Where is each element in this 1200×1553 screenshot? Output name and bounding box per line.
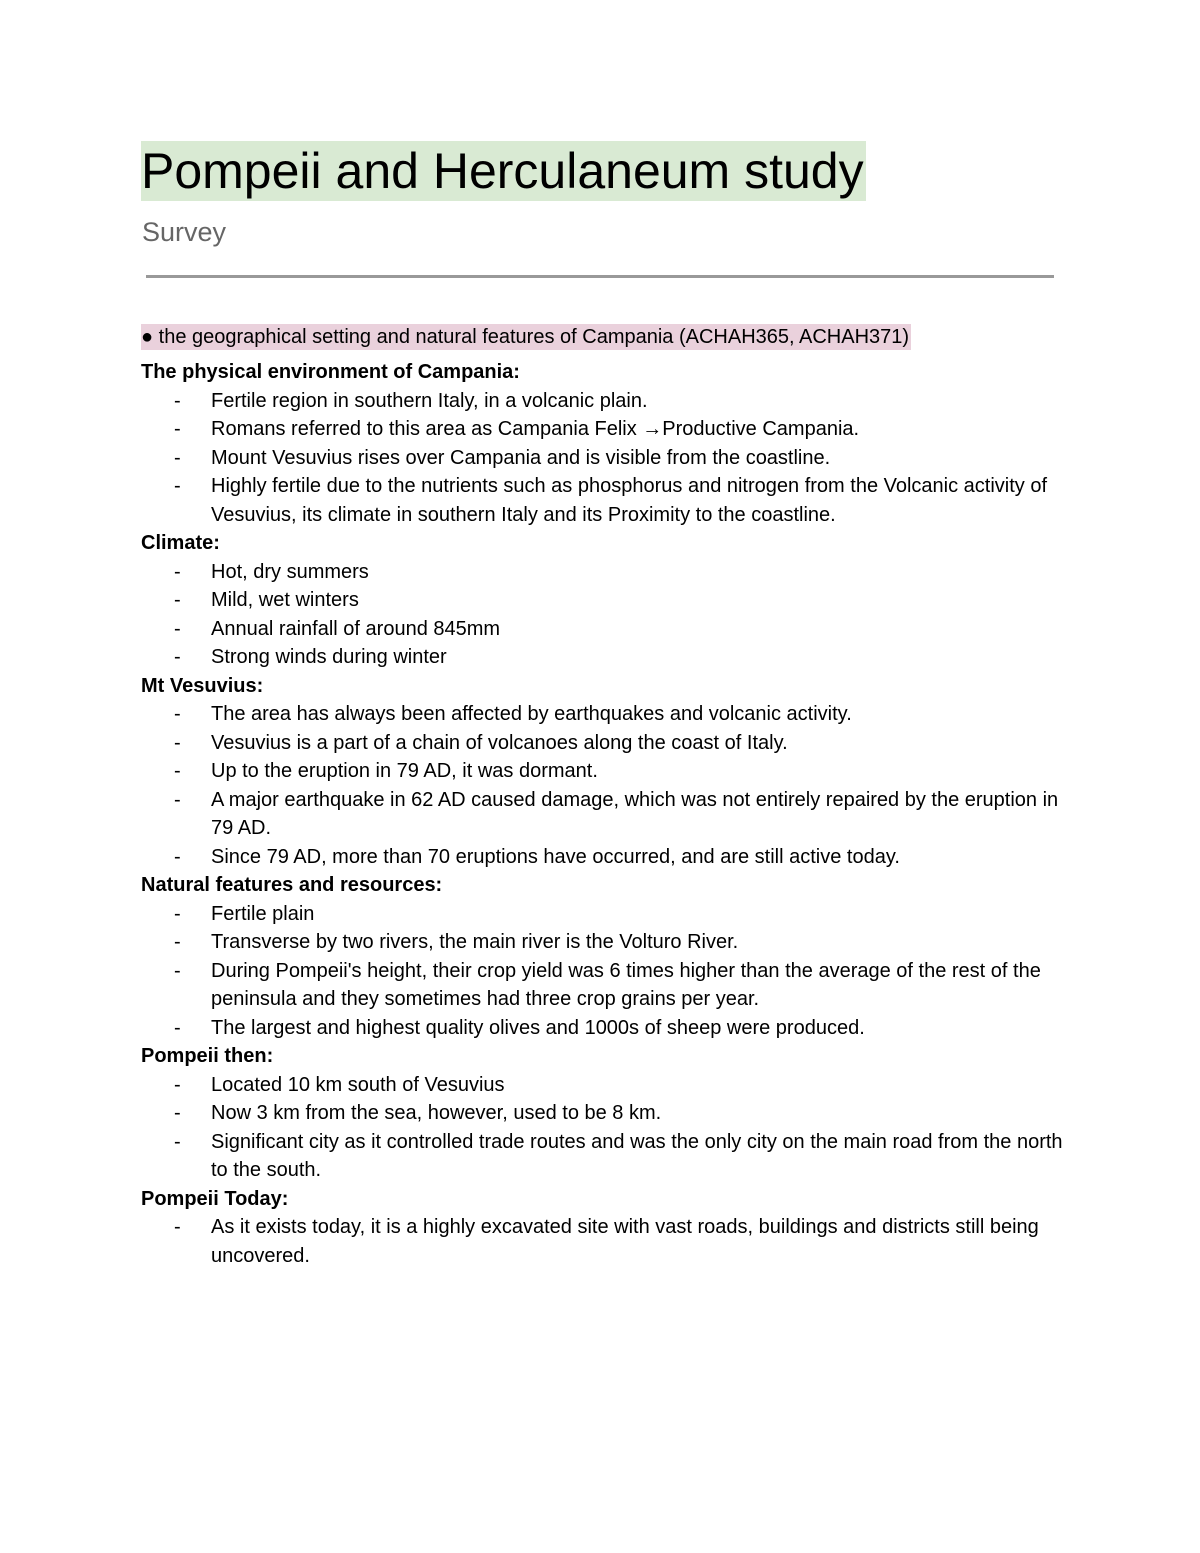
dash-bullet-marker: -: [174, 1016, 181, 1039]
section-heading: Climate:: [141, 532, 220, 554]
list-item-text: Vesuvius is a part of a chain of volcanoes along the coast of Italy.: [211, 731, 788, 754]
list-item-text: A major earthquake in 62 AD caused damage, which was not entirely repaired by the eruption in 79 AD.: [211, 788, 1059, 839]
list-item-text: Now 3 km from the sea, however, used to be 8 km.: [211, 1102, 662, 1124]
section-heading: Natural features and resources:: [141, 874, 443, 896]
list-item: [141, 700, 1071, 729]
syllabus-objective: ● the geographical setting and natural features of Campania (ACHAH365, ACHAH371): [141, 326, 910, 348]
dash-bullet-marker: -: [174, 1102, 181, 1124]
dash-bullet-marker: -: [174, 589, 181, 611]
notes-section: [141, 1185, 1071, 1271]
dash-bullet-marker: -: [174, 1130, 181, 1153]
list-item: [141, 558, 1071, 587]
notes-section: [141, 672, 1071, 872]
list-item: [141, 843, 1071, 872]
list-item-text: Significant city as it controlled trade routes and was the only city on the main road from the north to the south.: [211, 1130, 1063, 1181]
list-item-text: Fertile region in southern Italy, in a volcanic plain.: [211, 389, 648, 412]
dash-bullet-marker: -: [174, 646, 181, 668]
list-item-text: Romans referred to this area as Campania Felix →Productive Campania.: [211, 418, 860, 440]
dash-bullet-marker: -: [174, 1216, 181, 1238]
dash-bullet-marker: -: [174, 389, 181, 412]
list-item: [141, 757, 1071, 786]
dash-bullet-marker: -: [174, 617, 181, 640]
list-item-text: The area has always been affected by earthquakes and volcanic activity.: [211, 703, 852, 725]
list-item: [141, 900, 1071, 929]
list-item: [141, 444, 1071, 473]
list-item: [141, 1128, 1071, 1185]
list-item-text: Annual rainfall of around 845mm: [211, 617, 501, 640]
list-item-text: Up to the eruption in 79 AD, it was dormant.: [211, 760, 598, 782]
list-item-text: Located 10 km south of Vesuvius: [211, 1073, 505, 1096]
dash-bullet-marker: -: [174, 418, 181, 440]
list-item-text: The largest and highest quality olives and 1000s of sheep were produced.: [211, 1016, 865, 1039]
dash-bullet-marker: -: [174, 959, 181, 982]
list-item-text: Highly fertile due to the nutrients such as phosphorus and nitrogen from the Volcanic activity of Vesuvius, its climate in southern Italy and its Proximity to the coastline.: [211, 475, 1048, 526]
list-item: [141, 472, 1071, 529]
notes-body: [141, 358, 1071, 1270]
list-item-text: Since 79 AD, more than 70 eruptions have occurred, and are still active today.: [211, 845, 900, 868]
section-heading: Mt Vesuvius:: [141, 674, 264, 697]
section-heading: Pompeii then:: [141, 1045, 274, 1067]
notes-section: [141, 871, 1071, 1042]
dash-bullet-marker: -: [174, 760, 181, 782]
list-item-text: During Pompeii's height, their crop yield was 6 times higher than the average of the rest of the peninsula and they sometimes had three crop grains per year.: [211, 959, 1041, 1010]
list-item-text: Hot, dry summers: [211, 560, 369, 583]
dash-bullet-marker: -: [174, 703, 181, 725]
list-item: [141, 615, 1071, 644]
horizontal-divider: [146, 275, 1054, 278]
list-item-text: Fertile plain: [211, 902, 315, 925]
list-item: [141, 1213, 1071, 1270]
section-heading: The physical environment of Campania:: [141, 361, 520, 383]
list-item: [141, 786, 1071, 843]
list-item: [141, 957, 1071, 1014]
list-item: [141, 1071, 1071, 1100]
section-heading: Pompeii Today:: [141, 1187, 289, 1210]
document-subtitle: Survey: [142, 217, 227, 247]
dash-bullet-marker: -: [174, 731, 181, 754]
list-item-text: Mild, wet winters: [211, 589, 359, 611]
dash-bullet-marker: -: [174, 845, 181, 868]
dash-bullet-marker: -: [174, 931, 181, 953]
list-item: [141, 1099, 1071, 1128]
list-item-text: Transverse by two rivers, the main river is the Volturo River.: [211, 931, 739, 953]
list-item: [141, 643, 1071, 672]
dash-bullet-marker: -: [174, 788, 181, 811]
list-item-text: As it exists today, it is a highly excavated site with vast roads, buildings and districts still being uncovered.: [211, 1216, 1039, 1267]
dash-bullet-marker: -: [174, 446, 181, 469]
list-item-text: Strong winds during winter: [211, 646, 447, 668]
list-item: [141, 415, 1071, 444]
dash-bullet-marker: -: [174, 560, 181, 583]
notes-section: [141, 1042, 1071, 1185]
notes-section: [141, 529, 1071, 672]
list-item: [141, 387, 1071, 416]
list-item: [141, 1014, 1071, 1043]
list-item: [141, 729, 1071, 758]
document-title: Pompeii and Herculaneum study: [141, 143, 864, 199]
dash-bullet-marker: -: [174, 475, 181, 497]
notes-section: [141, 358, 1071, 529]
list-item: [141, 928, 1071, 957]
list-item-text: Mount Vesuvius rises over Campania and is visible from the coastline.: [211, 446, 831, 469]
dash-bullet-marker: -: [174, 1073, 181, 1096]
list-item: [141, 586, 1071, 615]
dash-bullet-marker: -: [174, 902, 181, 925]
